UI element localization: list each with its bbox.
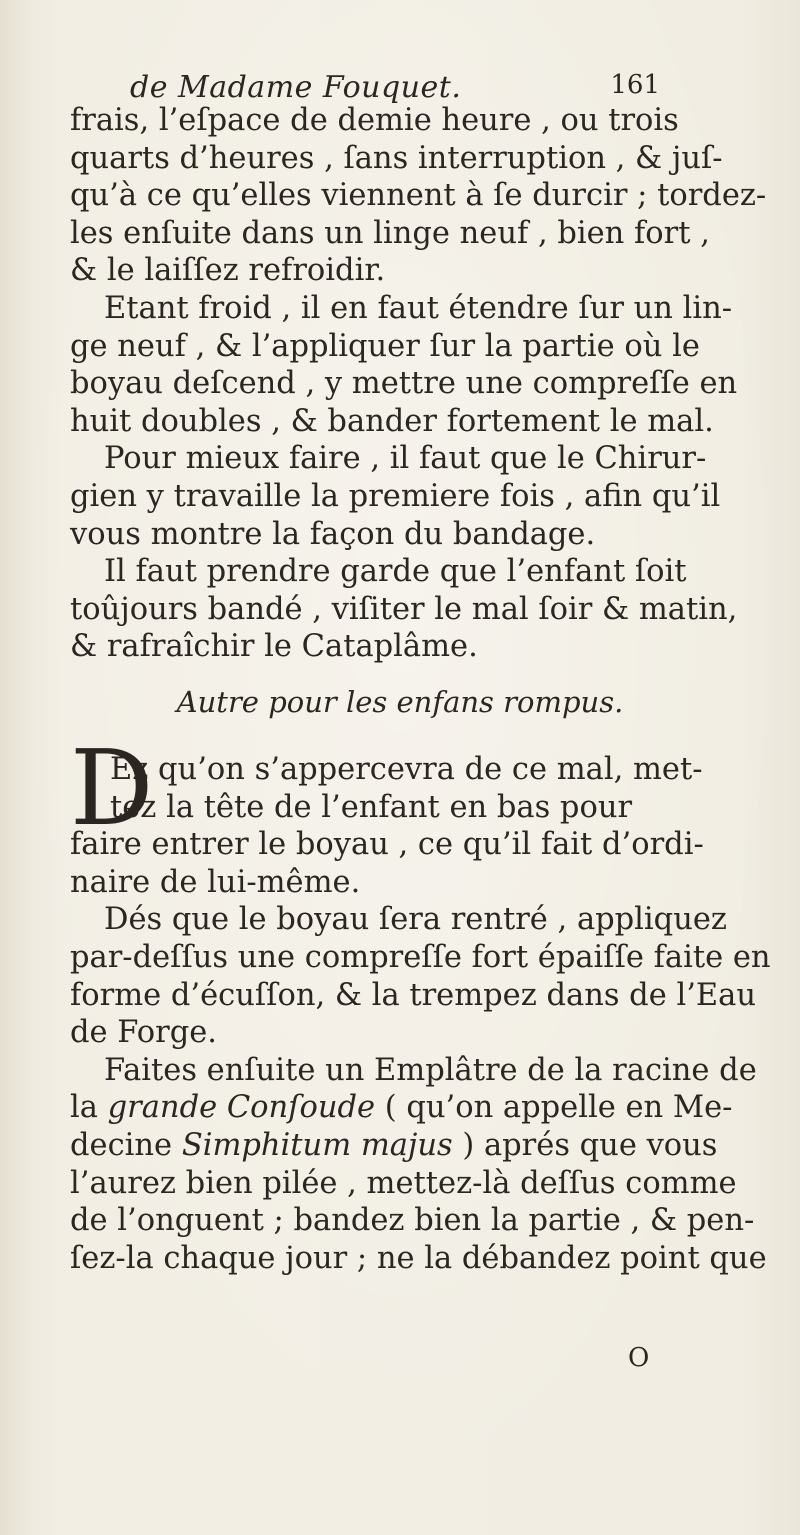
text-line: Ez qu’on s’appercevra de ce mal, met- [110,752,703,787]
text-line: Dés que le boyau ſera rentré , appliquez [104,902,727,938]
text-line: Il faut prendre garde que l’enfant ſoit [104,554,687,590]
text-line: ſez-la chaque jour ; ne la débandez point que [70,1240,767,1276]
text-line: de l’onguent ; bandez bien la partie , & pen- [70,1203,755,1239]
italic-term: grande Conſoude [107,1090,376,1126]
text-line: qu’à ce qu’elles viennent à ſe durcir ; tordez- [70,178,767,214]
text-span: la [70,1090,108,1126]
text-line: tez la tête de l’enfant en bas pour [110,789,633,825]
page-number: 161 [610,70,660,100]
italic-term: Simphitum majus [181,1127,453,1163]
text-line [70,1127,735,1165]
text-line: forme d’écuſſon, & la trempez dans de l’Eau [70,977,756,1013]
text-line: par-deſſus une compreſſe fort épaiſſe faite en [70,939,771,975]
section-title: Autre pour les enfans rompus. [176,685,624,719]
text-line [70,1089,735,1127]
catchword: O [628,1343,650,1373]
text-line: quarts d’heures , ſans interruption , & juſ- [70,140,723,176]
text-line: toûjours bandé , viſiter le mal ſoir & matin, [70,591,738,627]
text-line: Faites enſuite un Emplâtre de la racine de [104,1052,757,1088]
text-span: decine [70,1127,182,1163]
text-line: ge neuf , & l’appliquer ſur la partie où le [70,328,700,364]
text-line: frais, l’eſpace de demie heure , ou trois [70,103,679,138]
text-line: huit doubles , & bander fortement le mal. [70,403,714,439]
text-line: naire de lui-même. [70,864,361,900]
drop-cap: D [70,727,154,849]
text-line: & rafraîchir le Cataplâme. [70,629,478,665]
text-line: & le laiſſez refroidir. [70,253,386,289]
text-line: boyau deſcend , y mettre une compreſſe en [70,366,738,402]
text-line: les enſuite dans un linge neuf , bien fort , [70,215,710,251]
text-span: ) aprés que vous [452,1127,718,1163]
running-head: de Madame Fouquet. [130,70,462,105]
text-line: vous montre la façon du bandage. [70,516,596,552]
text-line: l’aurez bien pilée , mettez-là deſſus comme [70,1165,737,1201]
text-span: ( qu’on appelle en Me- [375,1090,733,1126]
text-line: Pour mieux faire , il faut que le Chirur- [104,441,707,477]
text-block-upper [70,102,767,666]
text-line: de Forge. [70,1015,217,1051]
text-line: gien y travaille la premiere fois , afin qu’il [70,478,721,514]
text-line: Etant froid , il en faut étendre ſur un lin- [104,290,733,326]
text-line: faire entrer le boyau , ce qu’il fait d’ordi- [70,827,704,863]
text-block-lower [70,751,771,1277]
